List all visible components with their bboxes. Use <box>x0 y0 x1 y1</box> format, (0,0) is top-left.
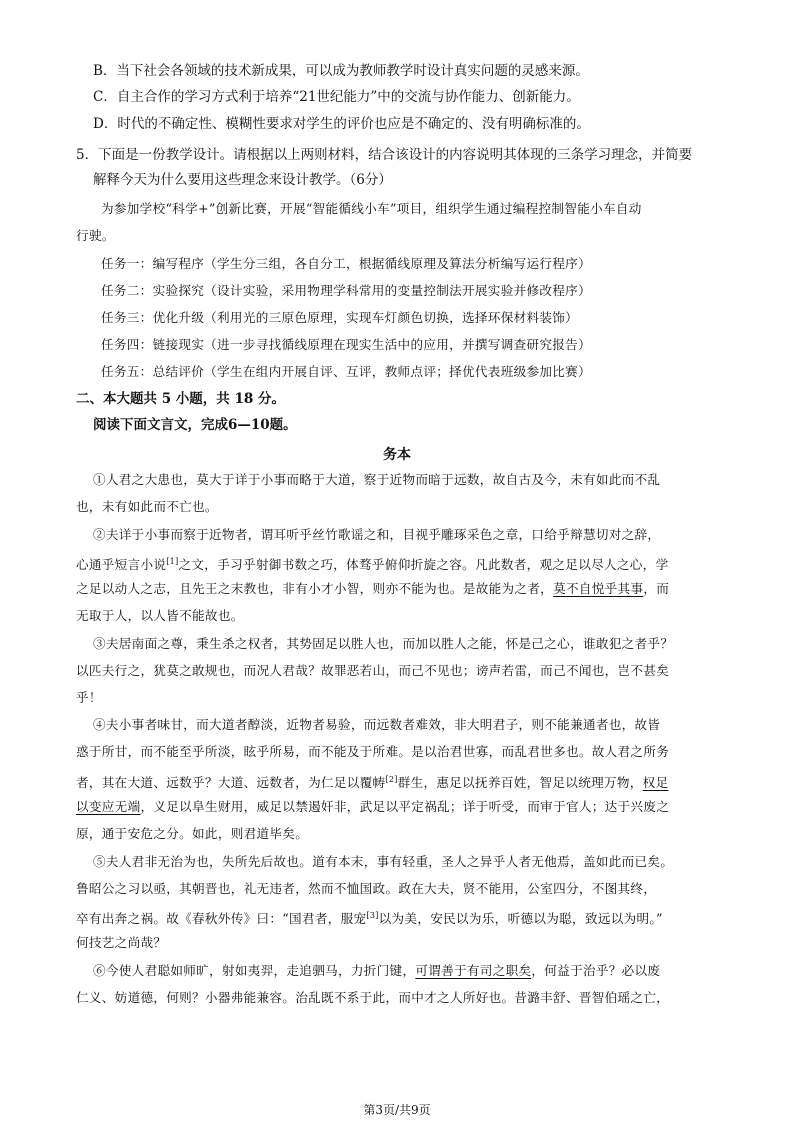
underlined-sentence-3: 可谓善于有司之职矣 <box>415 963 532 978</box>
question-5-line2: 解释今天为什么要用这些理念来设计教学。（6分） <box>93 172 392 188</box>
passage-p4-line4-b: ，义足以阜生财用，威足以禁遏奸非，武足以平定祸乱；详于听受，而审于官人；达于兴废之 <box>140 799 670 814</box>
passage-p4-line3-a: 者，其在大道、远数乎？大道、远数者，为仁足以覆帱 <box>76 775 386 791</box>
passage-p3-line2: 以匹夫行之，犹莫之敢规也，而况人君哉？故罪恶若山，而己不见也；谤声若雷，而己不闻也，岂不甚矣 <box>76 663 670 678</box>
passage-p6-line1 <box>93 962 660 980</box>
passage-title: 务本 <box>383 447 411 463</box>
footnote-ref-1: [1] <box>166 557 179 566</box>
passage-p5-line2: 鲁昭公之习以亟，其朝晋也，礼无违者，然而不恤国政。政在大夫，贤不能用，公室四分，不图其终， <box>76 881 657 896</box>
footnote-ref-2: [2] <box>385 775 398 784</box>
passage-p5-line3-a: 卒有出奔之祸。故《春秋外传》曰：“国君者，服宠 <box>76 911 367 927</box>
section-2-instruction: 阅读下面文言文，完成6—10题。 <box>93 417 297 433</box>
passage-p2-line3 <box>76 580 669 598</box>
design-task-5: 任务五：总结评价（学生在组内开展自评、互评，教师点评；择优代表班级参加比赛） <box>101 364 591 379</box>
passage-p5-line3-b: 以为美，安民以为乐，听德以为聪，致远以为明。” <box>378 911 663 927</box>
question-5-line1: 5．下面是一份教学设计。请根据以上两则材料，结合该设计的内容说明其体现的三条学习理念，并简要 <box>76 147 693 163</box>
design-task-1: 任务一：编写程序（学生分三组，各自分工，根据循线原理及算法分析编写运行程序） <box>101 256 591 271</box>
design-intro-line1: 为参加学校“科学+”创新比赛，开展“智能循线小车”项目，组织学生通过编程控制智能小车自动 <box>101 201 642 216</box>
section-2-heading: 二、本大题共 5 小题，共 18 分。 <box>76 391 285 407</box>
passage-p3-line3: 乎！ <box>76 690 102 705</box>
passage-p5-line4: 何技艺之尚哉？ <box>76 935 167 950</box>
option-c: C．自主合作的学习方式利于培养“21世纪能力”中的交流与协作能力、创新能力。 <box>93 89 580 105</box>
passage-p2-line4: 无取于人，以人皆不能故也。 <box>76 608 244 623</box>
passage-p2-line1: ②夫详于小事而察于近物者，谓耳听乎丝竹歌谣之和，目视乎雕琢采色之章，口给乎辩慧切对之辞， <box>93 527 661 542</box>
passage-p5-line1: ⑤夫人君非无治为也，失所先后故也。道有本末，事有轻重，圣人之异乎人者无他焉，盖如此而已矣。 <box>93 854 674 869</box>
passage-p4-line4 <box>76 798 669 816</box>
design-task-2: 任务二：实验探究（设计实验，采用物理学科常用的变量控制法开展实验并修改程序） <box>101 283 591 298</box>
passage-p4-line3 <box>76 771 668 792</box>
passage-p2-line2-a: 心通乎短言小说 <box>76 557 167 573</box>
passage-p4-line3-b: 群生，惠足以抚养百姓，智足以统理万物， <box>397 775 643 791</box>
underlined-sentence-2-start: 权足 <box>642 775 669 791</box>
design-intro-line2: 行驶。 <box>76 228 115 243</box>
passage-p4-line2: 惑于所甘，而不能至乎所淡，眩乎所易，而不能及于所难。是以治君世寡，而乱君世多也。故人君之所务 <box>76 744 670 759</box>
passage-p6-line2: 仁义、妨道德，何则？小器弗能兼容。治乱既不系于此，而中才之人所好也。昔潞丰舒、晋智伯瑶之亡， <box>76 990 670 1005</box>
passage-p3-line1: ③夫居南面之尊，秉生杀之权者，其势固足以胜人也，而加以胜人之能，怀是己之心，谁敢犯之者乎？ <box>93 636 674 651</box>
passage-p5-line3 <box>76 907 663 928</box>
option-d: D．时代的不确定性、模糊性要求对学生的评价也应是不确定的、没有明确标准的。 <box>93 116 590 132</box>
passage-p1-line2: 也，未有如此而不亡也。 <box>76 499 218 514</box>
passage-p2-line3-a: 之足以动人之志，且先王之末教也，非有小才小智，则亦不能为也。是故能为之者， <box>76 581 554 596</box>
passage-p1-line1: ①人君之大患也，莫大于详于小事而略于大道，察于近物而暗于远数，故自古及今，未有如此而不乱 <box>93 472 661 487</box>
passage-p2-line2-b: 之文，手习乎射御书数之巧，体骛乎俯仰折旋之容。凡此数者，观之足以尽人之心，学 <box>178 557 669 573</box>
passage-p4-line5: 原，通于安危之分。如此，则君道毕矣。 <box>76 826 309 841</box>
footnote-ref-3: [3] <box>366 911 379 920</box>
passage-p6-line1-a: ⑥今使人君聪如师旷，射如夷羿，走追驷马，力折门键， <box>93 963 416 978</box>
design-task-4: 任务四：链接现实（进一步寻找循线原理在现实生活中的应用，并撰写调查研究报告） <box>101 337 591 352</box>
passage-p2-line2 <box>76 553 668 574</box>
page-number: 第3页/共9页 <box>363 1103 431 1117</box>
passage-p2-line3-end: ，而 <box>643 581 670 596</box>
design-task-3: 任务三：优化升级（利用光的三原色原理，实现车灯颜色切换，选择环保材料装饰） <box>101 310 579 325</box>
passage-p4-line1: ④夫小事者味甘，而大道者醇淡，近物者易验，而远数者难效，非大明君子，则不能兼通者也，故皆 <box>93 717 661 732</box>
underlined-sentence-2-end: 以变应无端 <box>76 799 141 814</box>
option-b: B．当下社会各领域的技术新成果，可以成为教师教学时设计真实问题的灵感来源。 <box>93 63 589 79</box>
underlined-sentence-1: 莫不自悦乎其事 <box>553 581 644 596</box>
passage-p6-line1-b: ，何益于治乎？必以废 <box>531 963 661 978</box>
